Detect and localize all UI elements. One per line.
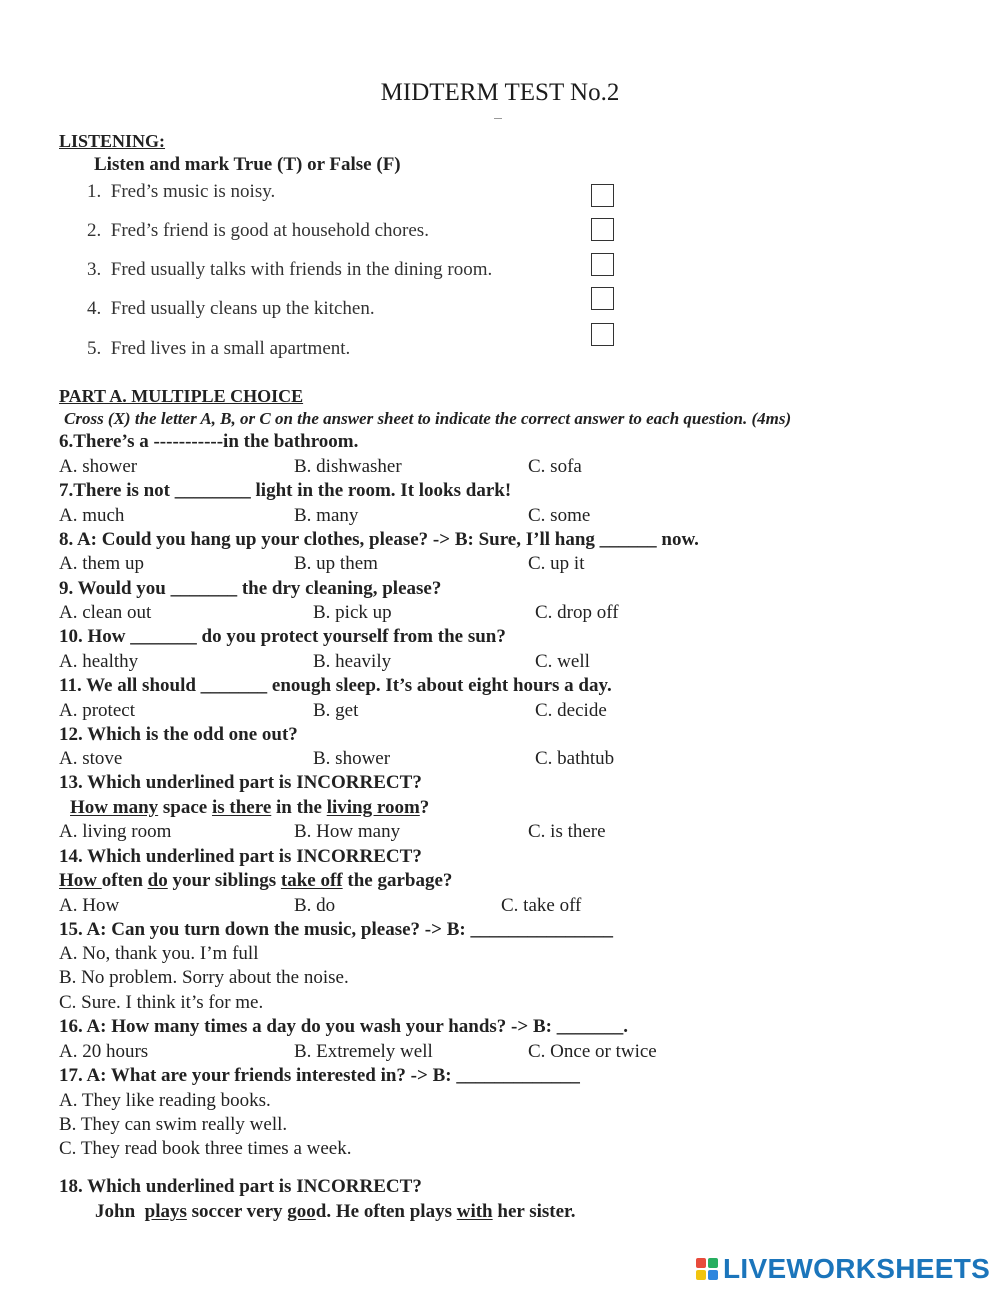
option-a[interactable]: A. 20 hours: [59, 1041, 149, 1062]
question-13-sentence: [70, 797, 429, 819]
option-a[interactable]: A. much: [59, 505, 125, 526]
underlined-part: How many: [70, 797, 159, 818]
item-number: 2.: [87, 220, 102, 241]
option-b[interactable]: B. up them: [294, 553, 378, 574]
underlined-part: goo: [287, 1201, 316, 1222]
option-b[interactable]: B. How many: [294, 821, 401, 842]
question-16: 16. A: How many times a day do you wash your hands? -> B: _______.: [59, 1016, 628, 1037]
sentence-text: often: [101, 870, 148, 891]
question-18-sentence: [95, 1201, 576, 1223]
question-11: 11. We all should _______ enough sleep. It’s about eight hours a day.: [59, 675, 612, 696]
question-14: 14. Which underlined part is INCORRECT?: [59, 846, 422, 867]
listening-item: [87, 220, 429, 242]
option-c[interactable]: C. is there: [528, 821, 606, 842]
option-a[interactable]: A. healthy: [59, 651, 139, 672]
option-a[interactable]: A. clean out: [59, 602, 152, 623]
item-number: 1.: [87, 181, 102, 202]
option-c[interactable]: C. decide: [535, 700, 607, 721]
divider: [494, 118, 502, 119]
question-18: 18. Which underlined part is INCORRECT?: [59, 1176, 422, 1197]
part-a-heading: PART A. MULTIPLE CHOICE: [59, 386, 304, 406]
option-a[interactable]: A. shower: [59, 456, 138, 477]
option-c[interactable]: C. sofa: [528, 456, 582, 477]
logo-grid-icon: [696, 1258, 718, 1280]
underlined-part: How: [59, 870, 102, 891]
sentence-text: her sister.: [492, 1201, 576, 1222]
option-a[interactable]: A. living room: [59, 821, 172, 842]
option-c[interactable]: C. Sure. I think it’s for me.: [59, 992, 264, 1013]
item-text: Fred’s friend is good at household chores.: [110, 220, 429, 241]
question-12: 12. Which is the odd one out?: [59, 724, 298, 745]
underlined-part: take off: [280, 870, 343, 891]
question-8: 8. A: Could you hang up your clothes, please? -> B: Sure, I’ll hang ______ now.: [59, 529, 699, 550]
sentence-text: your siblings: [167, 870, 281, 891]
answer-box-5[interactable]: [591, 323, 614, 346]
answer-box-2[interactable]: [591, 218, 614, 241]
option-b[interactable]: B. They can swim really well.: [59, 1114, 288, 1135]
option-c[interactable]: C. some: [528, 505, 591, 526]
listening-heading: LISTENING:: [59, 131, 166, 151]
option-b[interactable]: B. pick up: [313, 602, 392, 623]
option-b[interactable]: B. shower: [313, 748, 391, 769]
option-b[interactable]: B. heavily: [313, 651, 392, 672]
underlined-part: living room: [326, 797, 420, 818]
underlined-part: plays: [144, 1201, 187, 1222]
option-a[interactable]: A. protect: [59, 700, 135, 721]
question-15: 15. A: Can you turn down the music, please? -> B: _______________: [59, 919, 613, 940]
sentence-text: soccer very: [186, 1201, 288, 1222]
item-text: Fred usually cleans up the kitchen.: [110, 298, 375, 319]
option-b[interactable]: B. many: [294, 505, 359, 526]
logo-square: [708, 1258, 718, 1268]
underlined-part: with: [456, 1201, 493, 1222]
option-a[interactable]: A. No, thank you. I’m full: [59, 943, 259, 964]
answer-box-3[interactable]: [591, 253, 614, 276]
item-text: Fred usually talks with friends in the dining room.: [110, 259, 493, 280]
option-c[interactable]: C. They read book three times a week.: [59, 1138, 352, 1159]
option-a[interactable]: A. They like reading books.: [59, 1090, 271, 1111]
question-17: 17. A: What are your friends interested in? -> B: _____________: [59, 1065, 580, 1086]
question-10: 10. How _______ do you protect yourself from the sun?: [59, 626, 506, 647]
option-c[interactable]: C. take off: [501, 895, 582, 916]
listening-item: [87, 338, 350, 360]
option-c[interactable]: C. well: [535, 651, 590, 672]
listening-instruction: Listen and mark True (T) or False (F): [94, 154, 401, 175]
question-7: 7.There is not ________ light in the room. It looks dark!: [59, 480, 512, 501]
sentence-text: ?: [419, 797, 430, 818]
option-c[interactable]: C. bathtub: [535, 748, 615, 769]
sentence-text: in the: [271, 797, 327, 818]
option-a[interactable]: A. them up: [59, 553, 144, 574]
option-b[interactable]: B. get: [313, 700, 359, 721]
option-b[interactable]: B. dishwasher: [294, 456, 402, 477]
listening-item: [87, 298, 375, 320]
option-b[interactable]: B. Extremely well: [294, 1041, 433, 1062]
question-6: 6.There’s a -----------in the bathroom.: [59, 431, 359, 452]
sentence-text: John: [95, 1201, 145, 1222]
page-title: MIDTERM TEST No.2: [380, 79, 620, 106]
sentence-text: d. He often plays: [315, 1201, 457, 1222]
item-text: Fred lives in a small apartment.: [110, 338, 351, 359]
part-a-instruction: Cross (X) the letter A, B, or C on the answer sheet to indicate the correct answer to each question. (4ms): [64, 409, 792, 428]
logo-square: [696, 1270, 706, 1280]
option-b[interactable]: B. No problem. Sorry about the noise.: [59, 967, 349, 988]
item-number: 5.: [87, 338, 102, 359]
question-14-sentence: [59, 870, 452, 892]
question-13: 13. Which underlined part is INCORRECT?: [59, 772, 422, 793]
listening-item: [87, 259, 492, 281]
option-c[interactable]: C. Once or twice: [528, 1041, 657, 1062]
answer-box-1[interactable]: [591, 184, 614, 207]
option-a[interactable]: A. How: [59, 895, 120, 916]
listening-item: [87, 181, 275, 203]
item-number: 3.: [87, 259, 102, 280]
option-c[interactable]: C. drop off: [535, 602, 619, 623]
item-text: Fred’s music is noisy.: [110, 181, 276, 202]
item-number: 4.: [87, 298, 102, 319]
question-9: 9. Would you _______ the dry cleaning, please?: [59, 578, 442, 599]
logo-square: [696, 1258, 706, 1268]
liveworksheets-logo: [696, 1253, 990, 1285]
underlined-part: is there: [211, 797, 272, 818]
option-a[interactable]: A. stove: [59, 748, 123, 769]
logo-square: [708, 1270, 718, 1280]
answer-box-4[interactable]: [591, 287, 614, 310]
underlined-part: do: [147, 870, 168, 891]
logo-text: LIVEWORKSHEETS: [723, 1253, 991, 1284]
sentence-text: space: [158, 797, 212, 818]
option-c[interactable]: C. up it: [528, 553, 585, 574]
sentence-text: the garbage?: [342, 870, 453, 891]
option-b[interactable]: B. do: [294, 895, 336, 916]
